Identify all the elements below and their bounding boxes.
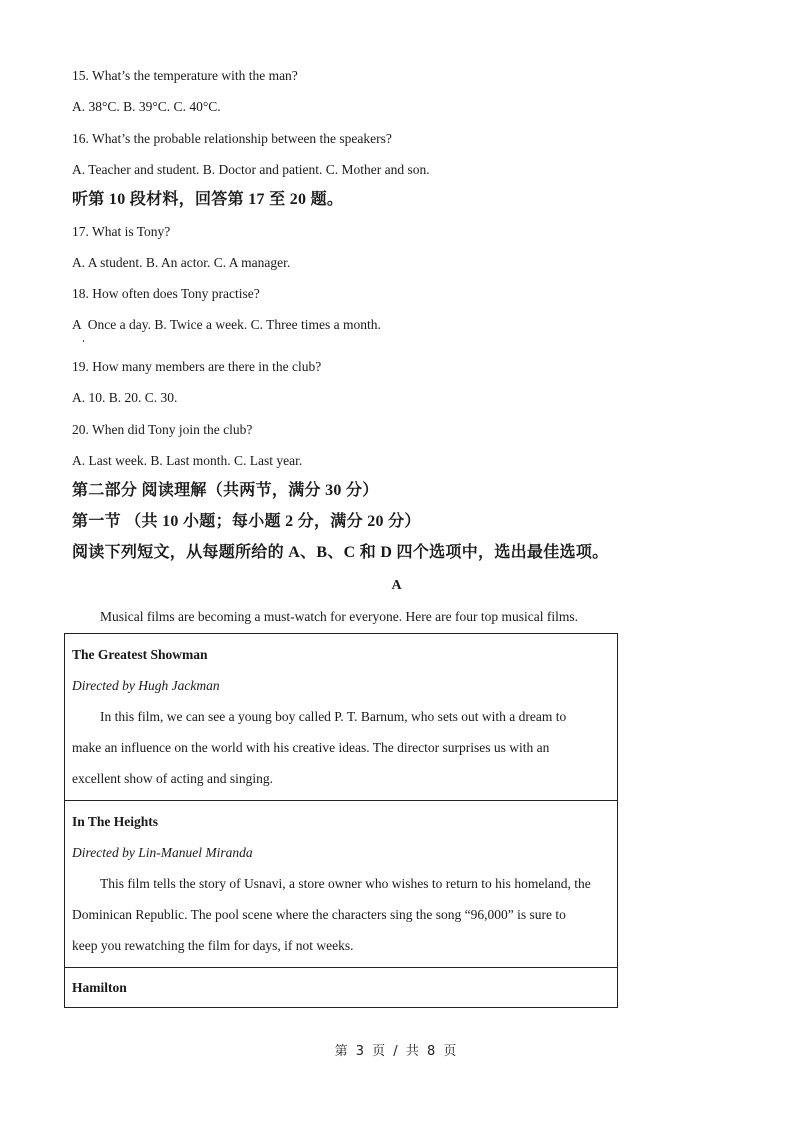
film-description-line: Dominican Republic. The pool scene where the characters sing the song “96,000” is sure to [72, 907, 566, 922]
films-table [64, 633, 618, 1008]
question-16: 16. What’s the probable relationship between the speakers? [72, 131, 392, 146]
film-title: The Greatest Showman [72, 647, 208, 662]
section-10-instruction: 听第 10 段材料，回答第 17 至 20 题。 [72, 191, 344, 208]
film-cell-greatest-showman [65, 634, 617, 801]
question-15: 15. What’s the temperature with the man? [72, 68, 298, 83]
passage-intro: Musical films are becoming a must-watch for everyone. Here are four top musical films. [100, 609, 578, 624]
question-18: 18. How often does Tony practise? [72, 286, 260, 301]
film-director: Directed by Lin-Manuel Miranda [72, 845, 253, 860]
passage-label: A [391, 578, 402, 593]
question-15-options: A. 38°C. B. 39°C. C. 40°C. [72, 99, 221, 114]
film-cell-hamilton [65, 968, 617, 1008]
film-description-line: keep you rewatching the film for days, if not weeks. [72, 938, 354, 953]
film-description-line: In this film, we can see a young boy called P. T. Barnum, who sets out with a dream to [100, 709, 567, 724]
film-description-line: excellent show of acting and singing. [72, 771, 273, 786]
question-17-options: A. A student. B. An actor. C. A manager. [72, 255, 291, 270]
film-description-line: This film tells the story of Usnavi, a store owner who wishes to return to his homeland, the [100, 876, 591, 891]
question-16-options: A. Teacher and student. B. Doctor and patient. C. Mother and son. [72, 162, 430, 177]
film-title: In The Heights [72, 814, 159, 829]
film-title: Hamilton [72, 980, 127, 995]
question-20: 20. When did Tony join the club? [72, 422, 253, 437]
part2-section1-heading: 第一节 （共 10 小题；每小题 2 分，满分 20 分） [72, 513, 421, 530]
stray-mark [83, 340, 84, 342]
page-footer: 第 3 页 / 共 8 页 [334, 1044, 459, 1059]
part2-instruction: 阅读下列短文，从每题所给的 A、B、C 和 D 四个选项中，选出最佳选项。 [72, 544, 609, 561]
question-20-options: A. Last week. B. Last month. C. Last year. [72, 453, 303, 468]
part2-heading: 第二部分 阅读理解（共两节，满分 30 分） [72, 482, 379, 499]
question-19: 19. How many members are there in the club? [72, 359, 322, 374]
question-19-options: A. 10. B. 20. C. 30. [72, 390, 178, 405]
film-director: Directed by Hugh Jackman [72, 678, 220, 693]
film-description-line: make an influence on the world with his creative ideas. The director surprises us with an [72, 740, 550, 755]
question-17: 17. What is Tony? [72, 224, 171, 239]
film-cell-in-the-heights [65, 801, 617, 968]
question-18-options: A Once a day. B. Twice a week. C. Three times a month. [72, 317, 381, 332]
